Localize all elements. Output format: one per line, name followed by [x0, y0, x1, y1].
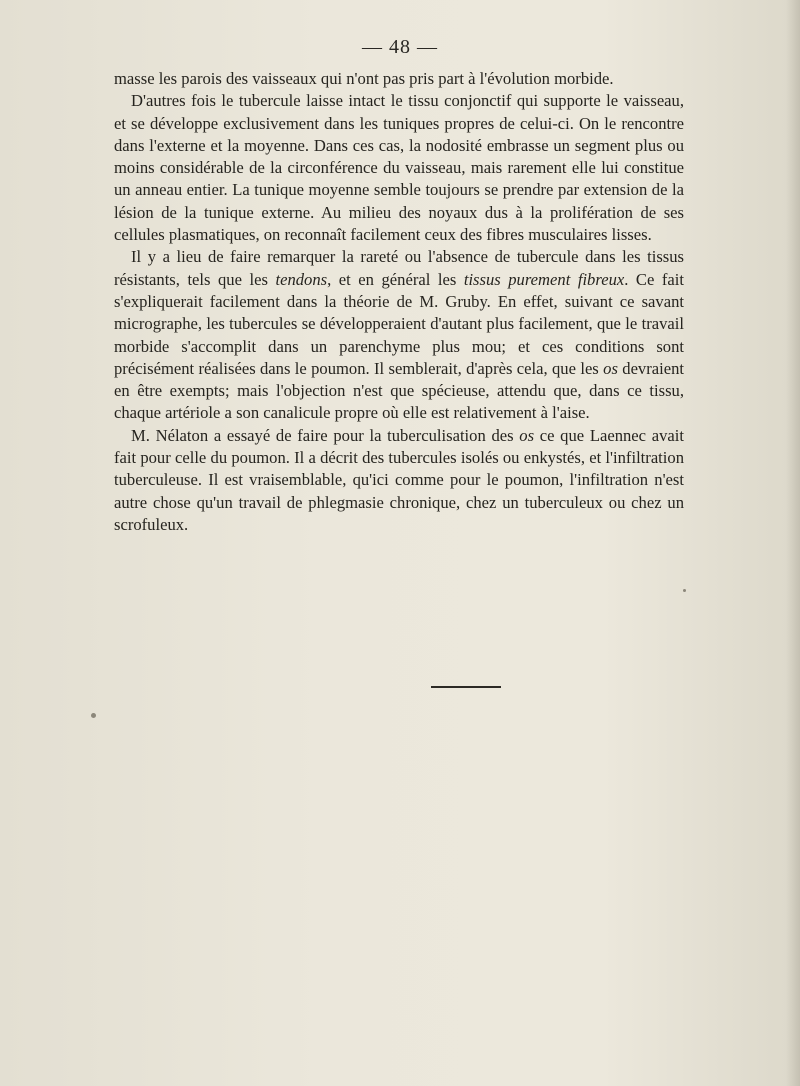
paragraph-4 [114, 425, 684, 536]
text-run: devraient en être exempts; mais l'objection n'est que spécieuse, attendu que, dans ce tissu, chaque artériole a son canalicule propre où elle est relativement à l'aise. [114, 358, 684, 423]
italic-term: os [519, 425, 535, 445]
text-run: D'autres fois le tubercule laisse intact le tissu conjonctif qui supporte le vaisseau, et se développe exclusivement dans les tuniques propres de celui-ci. On le rencontre dans l'externe et la moyenne. Dans ces cas, la nodosité embrasse un segment plus ou moins considérable de la circonférence du vaisseau, mais rarement elle lui constitue un anneau entier. La tunique moyenne semble toujours se prendre par extension de la lésion de la tunique externe. Au milieu des noyaux dus à la prolifération de ses cellules plasmatiques, on reconnaît facilement ceux des fibres musculaires lisses. [114, 91, 684, 245]
italic-term: os [603, 358, 618, 378]
paragraph-3 [114, 246, 684, 424]
body-text [114, 68, 684, 536]
text-run: . Ce fait s'expliquerait facilement dans la théorie de M. Gruby. En effet, suivant ce savant micrographe, les tubercules se développeraient d'autant plus facilement, que le travail morbide s'accomplit dans un parenchyme plus mou; et ces conditions sont précisément réalisées dans le poumon. Il semblerait, d'après cela, que les [114, 269, 684, 378]
text-run: , et en général les [327, 269, 464, 289]
end-rule [431, 686, 501, 688]
paragraph-1 [114, 68, 684, 90]
text-run: M. Nélaton a essayé de faire pour la tuberculisation des [131, 425, 520, 445]
text-run: Il y a lieu de faire remarquer la rareté ou l'absence de tubercule dans les tissus résistants, tels que les [114, 247, 684, 289]
italic-term: tissus purement fibreux [463, 269, 625, 289]
paragraph-2 [114, 90, 684, 246]
italic-term: tendons [275, 269, 328, 289]
text-run: masse les parois des vaisseaux qui n'ont pas pris part à l'évolution morbide. [114, 69, 614, 88]
paper-speck [91, 713, 96, 718]
paper-speck [683, 589, 686, 592]
page-edge-shadow [786, 0, 800, 1086]
text-run: ce que Laennec avait fait pour celle du poumon. Il a décrit des tubercules isolés ou enkystés, et l'infiltration tuberculeuse. Il est vraisemblable, qu'ici comme pour le poumon, l'infiltration n'est autre chose qu'un travail de phlegmasie chronique, chez un tuberculeux ou chez un scrofuleux. [114, 425, 684, 534]
page-number-header: — 48 — [362, 36, 438, 58]
